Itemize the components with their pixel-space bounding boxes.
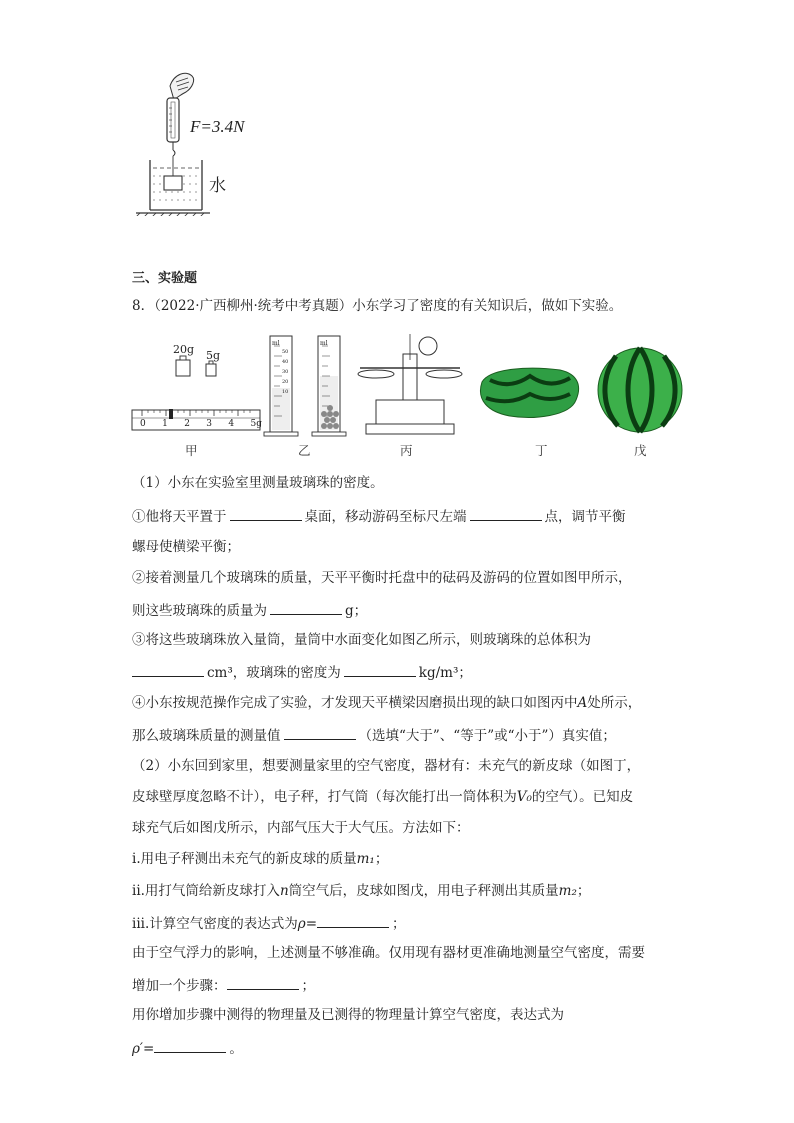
ruler-tick: 5g xyxy=(250,419,262,429)
part2-line7: 由于空气浮力的影响，上述测量不够准确。仅用现有器材更准确地测量空气密度，需要 xyxy=(132,945,645,961)
step3-unit1: cm³，玻璃珠的密度为 xyxy=(207,665,341,681)
answer-blank[interactable] xyxy=(344,662,416,677)
line8-text: 增加一个步骤： xyxy=(132,978,227,994)
cylinder-scale-label: 40 xyxy=(282,359,289,365)
part1-step3: ③将这些玻璃珠放入量筒，量筒中水面变化如图乙所示，则玻璃珠的总体积为 xyxy=(132,632,591,648)
part2-line9: 用你增加步骤中测得的物理量及已测得的物理量计算空气密度，表达式为 xyxy=(132,1007,564,1023)
cylinder-scale xyxy=(282,347,288,397)
caption-bing: 丙 xyxy=(400,443,413,458)
part1-intro: （1）小东在实验室里测量玻璃珠的密度。 xyxy=(132,475,384,491)
weight-label-20g: 20g xyxy=(173,343,195,356)
step-ii-text: 筒空气后，皮球如图戊，用电子秤测出其质量 xyxy=(288,883,559,899)
step3-unit2: kg/m³； xyxy=(418,665,472,681)
symbol-m1: m₁ xyxy=(356,851,375,867)
answer-blank[interactable] xyxy=(270,600,342,615)
part2-line1: （2）小东回到家里，想要测量家里的空气密度，器材有：未充气的新皮球（如图丁， xyxy=(132,758,641,774)
answer-blank[interactable] xyxy=(470,506,542,521)
symbol-rho: ρ xyxy=(297,916,306,932)
caption-yi: 乙 xyxy=(298,443,311,458)
part2-line10 xyxy=(132,1038,243,1058)
step-iii-text: iii.计算空气密度的表达式为 xyxy=(132,916,298,932)
part2-line8 xyxy=(132,975,315,995)
part2-step-ii xyxy=(132,882,590,900)
cylinder-unit: ml xyxy=(320,340,328,347)
spring-scale-figure xyxy=(130,68,250,216)
step1-text-a: ①他将天平置于 xyxy=(132,509,227,525)
ruler-tick: 4 xyxy=(228,419,235,429)
ruler-tick: 2 xyxy=(184,419,190,429)
answer-blank[interactable] xyxy=(154,1038,226,1053)
step-i-text: i.用电子秤测出未充气的新皮球的质量 xyxy=(132,851,357,867)
part2-text: 皮球壁厚度忽略不计），电子秤，打气筒（每次能打出一筒体积为 xyxy=(132,789,517,805)
force-label: F=3.4N xyxy=(190,117,245,136)
step-iii-end: ； xyxy=(392,916,406,932)
step4-text-a: ④小东按规范操作完成了实验，才发现天平横梁因磨损出现的缺口如图丙中 xyxy=(132,695,578,711)
ruler-tick: 1 xyxy=(162,419,168,429)
cylinder-scale-label: 30 xyxy=(282,369,289,375)
step1-text-c: 点，调节平衡 xyxy=(544,509,626,525)
weight-label-5g: 5g xyxy=(206,349,221,362)
part1-step4 xyxy=(132,694,641,712)
caption-jia: 甲 xyxy=(185,443,198,458)
question-source: （2022·广西柳州·统考中考真题） xyxy=(154,298,353,314)
part1-step1-cont: 螺母使横梁平衡； xyxy=(132,539,240,555)
part2-step-i xyxy=(132,850,388,868)
ruler-tick: 0 xyxy=(140,419,146,429)
section-title: 三、实验题 xyxy=(132,271,198,286)
part2-line3: 球充气后如图戊所示，内部气压大于大气压。方法如下： xyxy=(132,820,470,836)
part1-step1 xyxy=(132,506,626,526)
symbol-n: n xyxy=(279,883,289,899)
step-ii-end: ； xyxy=(576,883,591,899)
question-number: 8． xyxy=(132,298,155,314)
symbol-rho-prime: ρ′ xyxy=(132,1041,144,1057)
line10-end: 。 xyxy=(229,1041,243,1057)
step4-text-b: 那么玻璃珠质量的测量值 xyxy=(132,728,281,744)
step2-unit: g； xyxy=(345,603,368,619)
question-text: 小东学习了密度的有关知识后，做如下实验。 xyxy=(352,298,623,314)
part1-step2: ②接着测量几个玻璃珠的质量，天平平衡时托盘中的砝码及游码的位置如图甲所示， xyxy=(132,570,632,586)
step4-text-a2: 处所示， xyxy=(587,695,642,711)
point-a: A xyxy=(577,695,588,711)
answer-blank[interactable] xyxy=(284,725,356,740)
ruler-tick: 3 xyxy=(206,419,213,429)
cylinder-scale-label: 20 xyxy=(282,379,289,385)
step-ii-text: ii.用打气筒给新皮球打入 xyxy=(132,883,280,899)
step2-text-b: 则这些玻璃珠的质量为 xyxy=(132,603,267,619)
ruler-ticks xyxy=(140,419,262,429)
cylinder-unit: ml xyxy=(272,340,280,347)
answer-blank[interactable] xyxy=(230,506,302,521)
part1-step2-cont xyxy=(132,600,367,620)
answer-blank[interactable] xyxy=(132,662,204,677)
caption-ding: 丁 xyxy=(535,443,548,458)
step-i-end: ； xyxy=(374,851,389,867)
step1-text-b: 桌面，移动游码至标尺左端 xyxy=(304,509,467,525)
part1-step3-cont xyxy=(132,662,472,682)
step4-text-c: （选填“大于”、“等于”或“小于”）真实值； xyxy=(358,728,616,744)
part1-step4-cont xyxy=(132,725,616,745)
caption-wu: 戊 xyxy=(634,443,647,458)
cylinder-scale-label: 50 xyxy=(282,349,289,355)
symbol-v0: V₀ xyxy=(516,789,532,805)
equals-sign: = xyxy=(143,1041,155,1057)
part2-text: 的空气）。已知皮 xyxy=(531,789,634,805)
answer-blank[interactable] xyxy=(227,975,299,990)
equals-sign: = xyxy=(305,916,317,932)
cylinder-scale-label: 10 xyxy=(282,389,289,395)
answer-blank[interactable] xyxy=(317,913,389,928)
part2-line2 xyxy=(132,788,633,806)
liquid-label: 水 xyxy=(209,176,226,196)
line8-end: ； xyxy=(301,978,315,994)
question-stem xyxy=(132,297,622,315)
symbol-m2: m₂ xyxy=(558,883,577,899)
part2-step-iii xyxy=(132,913,406,933)
